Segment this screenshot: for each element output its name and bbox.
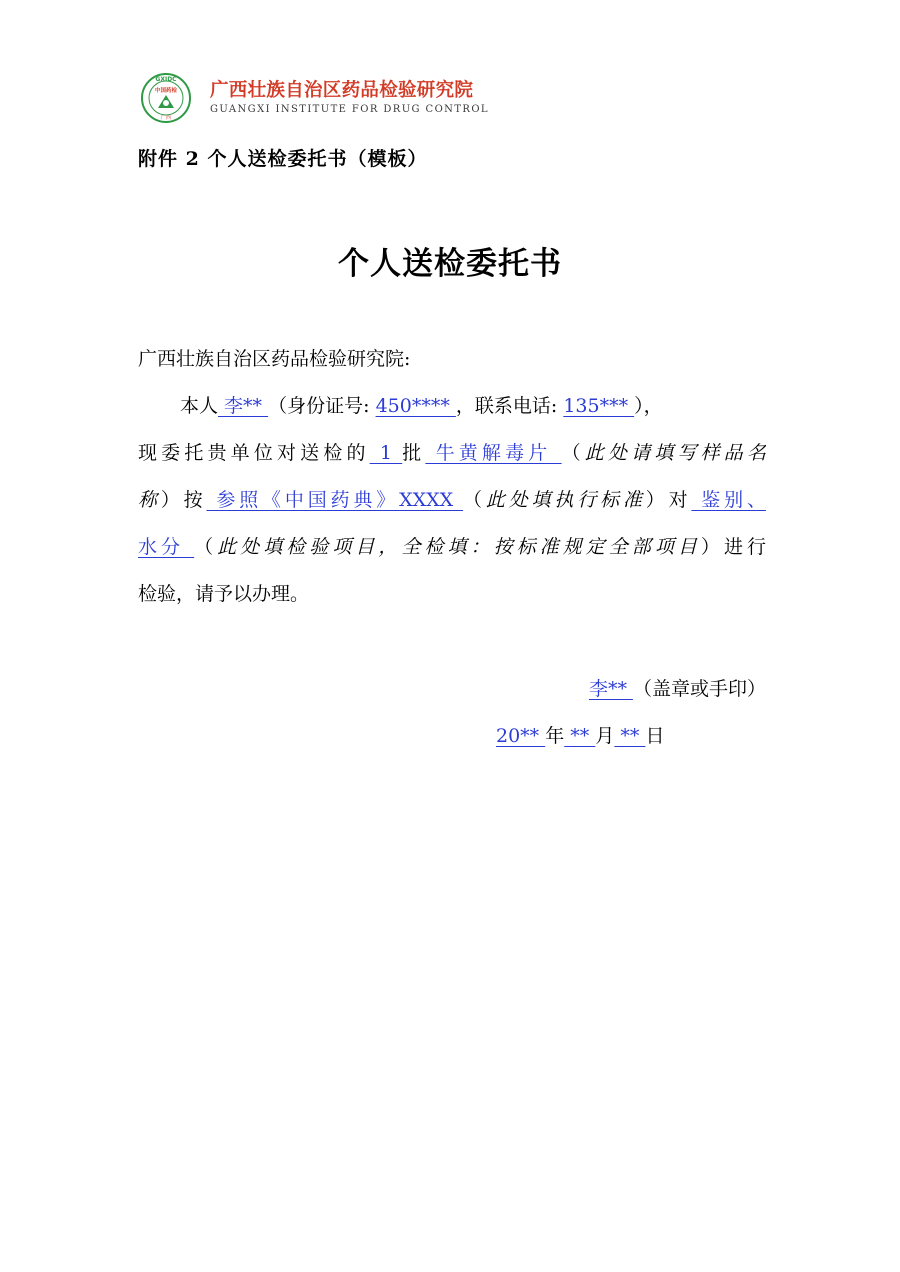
body-line-4 <box>138 524 766 571</box>
body-line-5: 检验，请予以办理。 <box>138 583 310 605</box>
org-name-cn: 广西壮族自治区药品检验研究院 <box>210 80 474 101</box>
note-open-2: （ <box>463 489 486 511</box>
id-label: （身份证号: <box>268 395 376 417</box>
self-prefix: 本人 <box>180 395 219 417</box>
day-unit: 日 <box>645 725 665 747</box>
id-number-field[interactable]: 450**** <box>375 395 456 417</box>
date-line <box>496 713 664 760</box>
document-title: 个人送检委托书 <box>338 246 562 282</box>
test-items-note: 此处填检验项目，全检填：按标准规定全部项目 <box>217 536 701 558</box>
note-open: （ <box>561 442 585 464</box>
entrust-prefix: 现委托贵单位对送检的 <box>138 442 370 464</box>
note-open-3: （ <box>194 536 218 558</box>
salutation: 广西壮族自治区药品检验研究院: <box>138 348 411 370</box>
month-field[interactable]: ** <box>564 725 596 747</box>
batch-count-field[interactable]: 1 <box>369 442 403 464</box>
sample-name-note-cont: 称 <box>138 489 161 511</box>
logo-text-mid: 中国药检 <box>154 88 178 94</box>
line1-suffix: ）， <box>634 395 663 417</box>
sample-name-field[interactable]: 牛黄解毒片 <box>425 442 562 464</box>
body-line-2 <box>138 430 766 477</box>
sample-name-note: 此处请填写样品名 <box>584 442 766 464</box>
signature-name-field[interactable]: 李** <box>588 678 633 700</box>
by-label: ）按 <box>160 489 207 511</box>
year-field[interactable]: 20** <box>496 725 546 747</box>
year-unit: 年 <box>545 725 565 747</box>
signature-label: （盖章或手印） <box>632 678 766 700</box>
body-line-3 <box>138 477 766 524</box>
test-items-field[interactable]: 鉴别、 <box>691 489 766 511</box>
logo-text-bottom: 广西 <box>160 115 172 121</box>
line4-suffix: ）进行 <box>700 536 766 558</box>
logo-text-top: GXIDC <box>155 76 177 83</box>
test-items-field-cont[interactable]: 水分 <box>138 536 195 558</box>
standard-field[interactable]: 参照《中国药典》XXXX <box>206 489 464 511</box>
to-label: ）对 <box>645 489 692 511</box>
month-unit: 月 <box>595 725 615 747</box>
day-field[interactable]: ** <box>614 725 646 747</box>
batch-unit: 批 <box>402 442 426 464</box>
applicant-name-field[interactable]: 李** <box>218 395 269 417</box>
body-line-1 <box>138 383 766 430</box>
standard-note: 此处填执行标准 <box>485 489 646 511</box>
letterhead <box>140 70 540 124</box>
signature-line <box>0 666 766 713</box>
attachment-title: 附件 2 个人送检委托书（模板） <box>138 148 428 170</box>
org-name-en: GUANGXI INSTITUTE FOR DRUG CONTROL <box>210 104 489 115</box>
phone-field[interactable]: 135*** <box>563 395 635 417</box>
phone-label: ，联系电话: <box>455 395 564 417</box>
letter-body <box>138 336 766 618</box>
institute-logo <box>140 72 192 124</box>
